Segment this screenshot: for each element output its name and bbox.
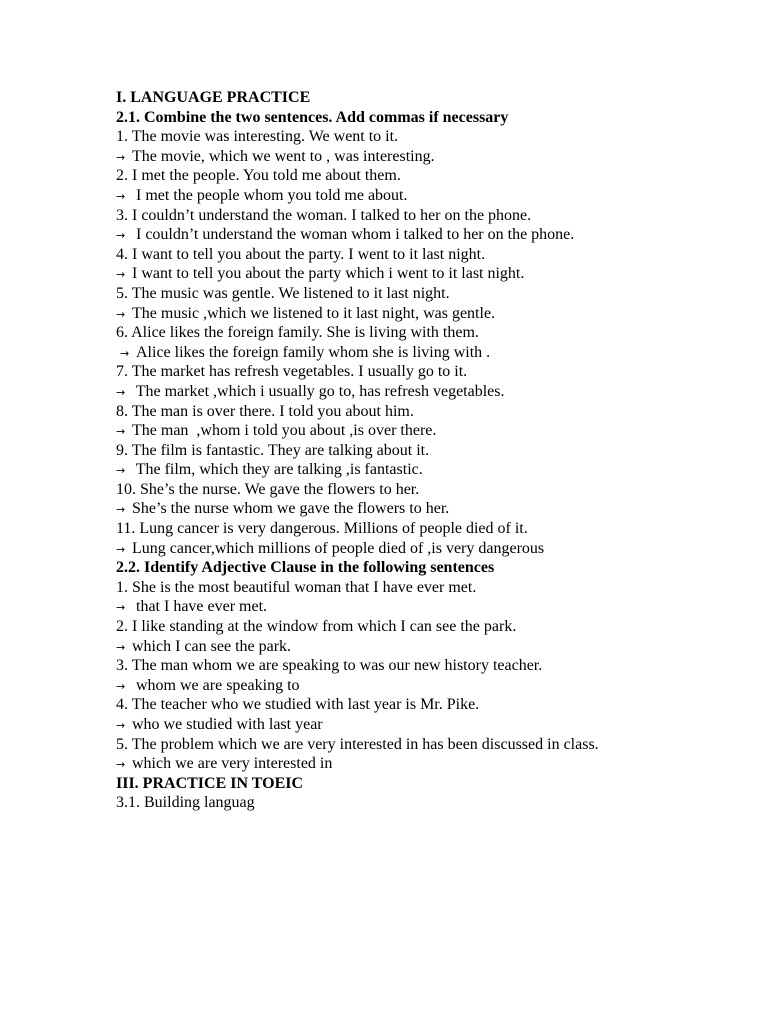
answer-text: The film, which they are talking ,is fantastic. [132,461,423,479]
exercise-item [116,127,656,166]
answer-text: who we studied with last year [132,716,323,733]
answer-line [116,499,656,519]
exercise-2-2 [116,578,656,774]
exercise-item [116,735,656,774]
right-arrow-icon: → [116,425,126,439]
answer-line [116,264,656,284]
exercise-item [116,323,656,362]
answer-text: Lung cancer,which millions of people died of ,is very dangerous [132,539,545,557]
answer-text: whom we are speaking to [132,676,300,694]
answer-text: The music ,which we listened to it last night, was gentle. [132,304,496,322]
answer-text: I want to tell you about the party which i went to it last night. [132,265,525,283]
answer-text: I met the people whom you told me about. [132,186,408,204]
right-arrow-icon: → [116,679,126,693]
exercise-item [116,245,656,284]
question-text: 4. I want to tell you about the party. I went to it last night. [116,245,486,263]
answer-line [116,460,656,480]
right-arrow-icon: → [116,229,126,243]
question-text: 2. I met the people. You told me about them. [116,167,401,185]
exercise-heading: 2.2. Identify Adjective Clause in the following sentences [116,559,495,577]
answer-text: She’s the nurse whom we gave the flowers to her. [132,500,450,518]
answer-text: that I have ever met. [132,598,268,616]
answer-line [116,676,656,696]
exercise-item [116,695,656,734]
answer-line [116,597,656,617]
answer-text: Alice likes the foreign family whom she is living with . [136,343,491,361]
exercise-item [116,617,656,656]
question-text: 1. She is the most beautiful woman that I have ever met. [116,578,477,596]
exercise-item [116,519,656,558]
question-text: 11. Lung cancer is very dangerous. Millions of people died of it. [116,520,528,538]
answer-text: The man ,whom i told you about ,is over there. [132,422,437,440]
right-arrow-icon: → [116,385,126,399]
answer-line [116,147,656,167]
subsection-title: 3.1. Building languag [116,794,255,812]
exercise-item [116,206,656,245]
question-text: 3. I couldn’t understand the woman. I talked to her on the phone. [116,206,532,224]
question-text: 5. The music was gentle. We listened to it last night. [116,284,450,302]
right-arrow-icon: → [116,189,126,203]
answer-text: The market ,which i usually go to, has refresh vegetables. [132,382,505,400]
right-arrow-icon: → [116,307,126,321]
section-heading: I. LANGUAGE PRACTICE [116,89,311,106]
question-text: 6. Alice likes the foreign family. She is living with them. [116,324,479,342]
right-arrow-icon: → [120,346,130,360]
right-arrow-icon: → [116,719,126,732]
section-heading: III. PRACTICE IN TOEIC [116,774,304,792]
exercise-item [116,656,656,695]
right-arrow-icon: → [116,268,126,282]
answer-line [116,715,656,735]
right-arrow-icon: → [116,758,126,772]
right-arrow-icon: → [116,503,126,517]
exercise-item [116,441,656,480]
right-arrow-icon: → [116,150,126,164]
answer-line [116,304,656,324]
answer-line [116,421,656,441]
exercise-item [116,284,656,323]
right-arrow-icon: → [116,464,126,478]
exercise-2-1 [116,127,656,558]
answer-line [116,754,656,774]
answer-line [116,382,656,402]
question-text: 2. I like standing at the window from which I can see the park. [116,618,517,636]
answer-text: which we are very interested in [132,755,333,773]
question-text: 5. The problem which we are very interested in has been discussed in class. [116,735,599,753]
right-arrow-icon: → [116,640,126,654]
exercise-item [116,578,656,617]
answer-text: The movie, which we went to , was interesting. [132,147,435,165]
question-text: 3. The man whom we are speaking to was our new history teacher. [116,657,543,675]
answer-line [116,225,656,245]
answer-line [116,186,656,206]
document-page [116,88,656,813]
question-text: 8. The man is over there. I told you about him. [116,402,414,420]
exercise-item [116,480,656,519]
question-text: 1. The movie was interesting. We went to it. [116,128,399,146]
question-text: 9. The film is fantastic. They are talking about it. [116,441,430,459]
question-text: 10. She’s the nurse. We gave the flowers to her. [116,480,420,498]
answer-line [116,637,656,657]
exercise-heading: 2.1. Combine the two sentences. Add commas if necessary [116,108,509,126]
question-text: 7. The market has refresh vegetables. I usually go to it. [116,363,468,381]
answer-text: I couldn’t understand the woman whom i talked to her on the phone. [132,226,575,244]
question-text: 4. The teacher who we studied with last year is Mr. Pike. [116,696,480,714]
answer-line [116,343,656,363]
exercise-item [116,402,656,441]
right-arrow-icon: → [116,542,126,556]
exercise-item [116,166,656,205]
right-arrow-icon: → [116,601,126,615]
answer-text: which I can see the park. [132,637,292,655]
answer-line [116,539,656,559]
exercise-item [116,362,656,401]
